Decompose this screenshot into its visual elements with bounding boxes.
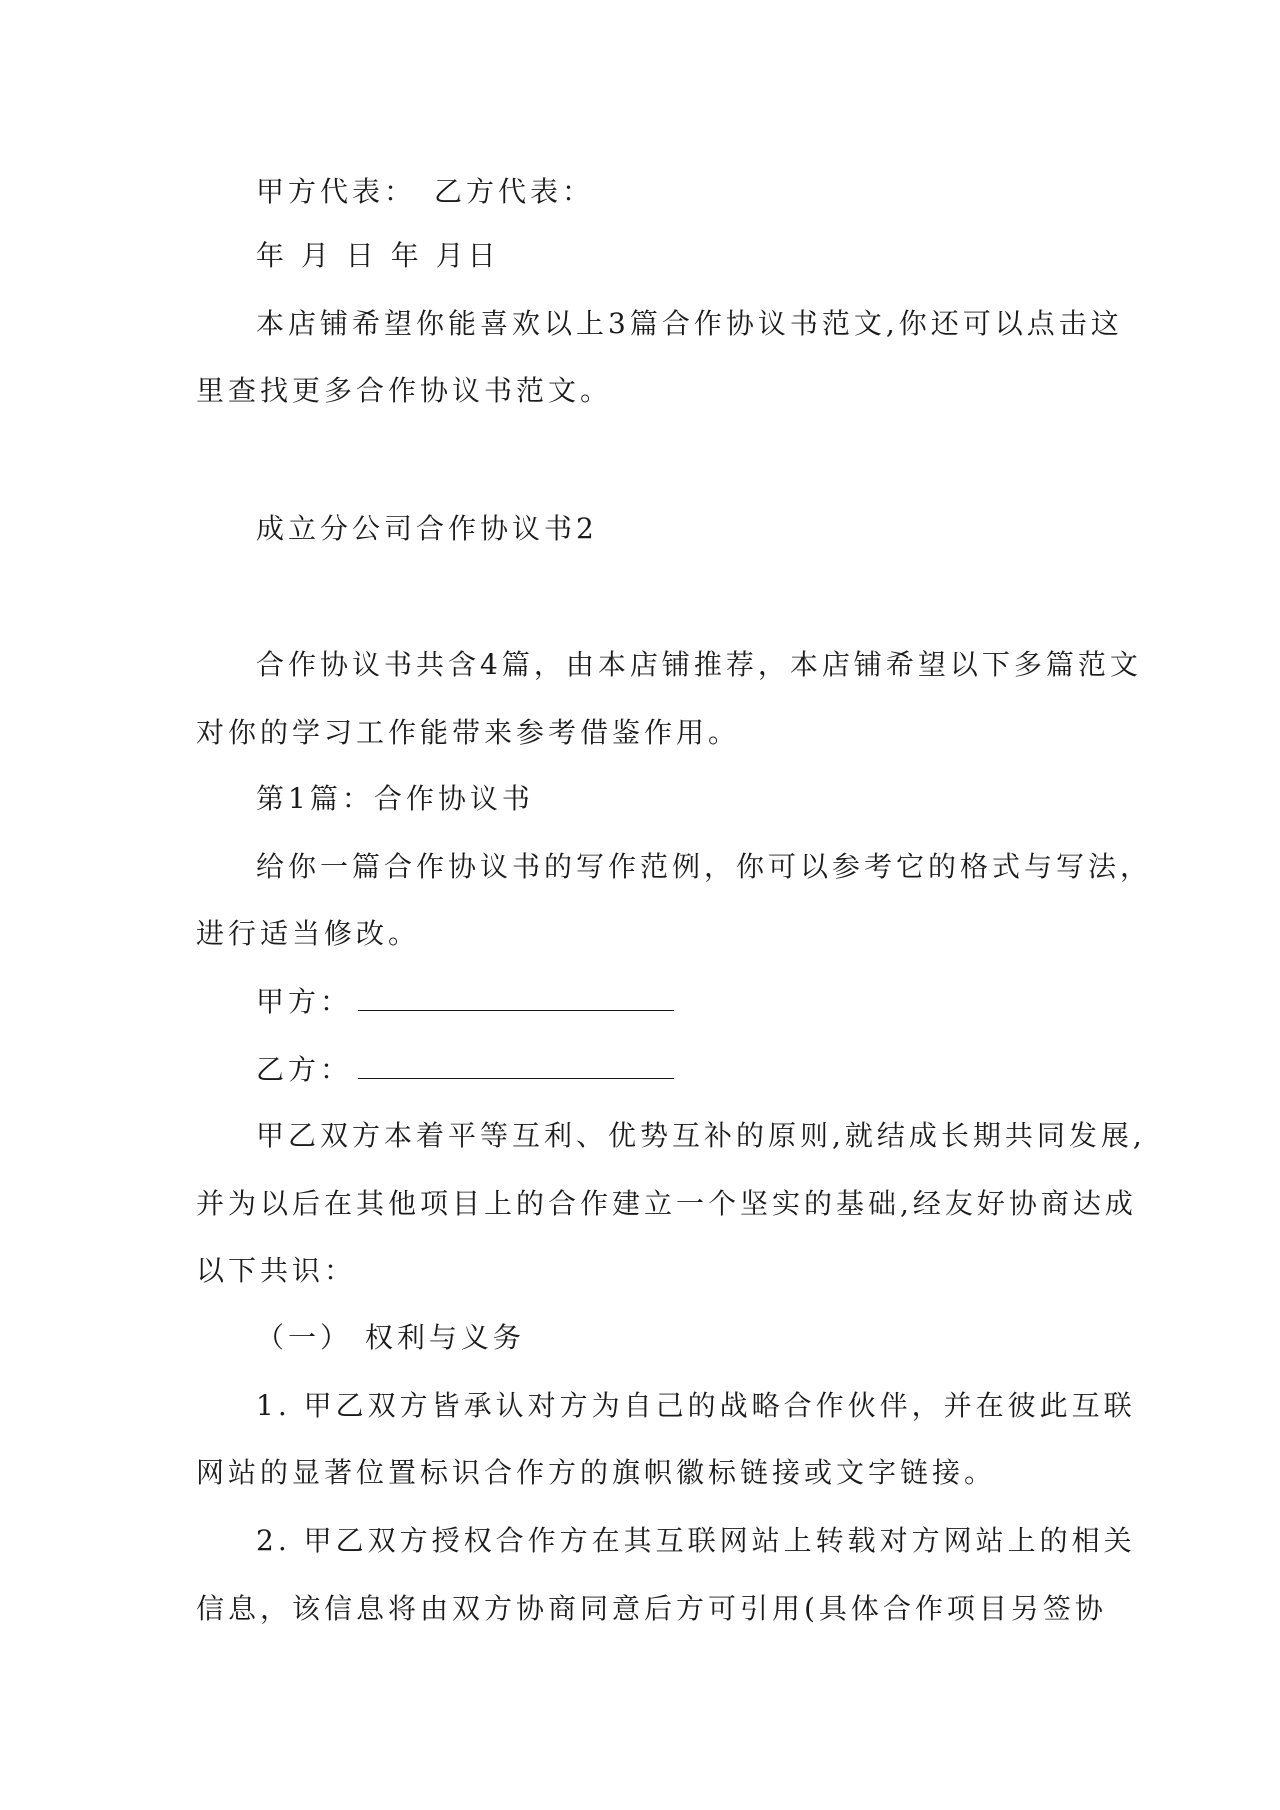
party-a-blank	[358, 980, 674, 1011]
example-para-line-2: 进行适当修改。	[196, 917, 421, 950]
party-b-label: 乙方：	[256, 1053, 353, 1086]
principle-para-line-1: 甲乙双方本着平等互利、优势互补的原则,就结成长期共同发展,	[256, 1119, 1146, 1152]
clause-heading: （一） 权利与义务	[256, 1321, 525, 1354]
signature-line	[256, 172, 1156, 212]
party-b-blank	[358, 1048, 674, 1079]
article-heading: 第1篇：合作协议书	[256, 782, 534, 815]
principle-para-line-3: 以下共识：	[196, 1254, 357, 1287]
intro-para-line-1: 本店铺希望你能喜欢以上3篇合作协议书范文,你还可以点击这	[256, 307, 1123, 340]
party-a-field	[256, 980, 1156, 1022]
party-a-label: 甲方：	[256, 985, 353, 1018]
party-b-field	[256, 1048, 1156, 1090]
section-title: 成立分公司合作协议书2	[256, 512, 598, 545]
item2-line-1: 2. 甲乙双方授权合作方在其互联网站上转载对方网站上的相关	[256, 1524, 1136, 1557]
item1-line-1: 1. 甲乙双方皆承认对方为自己的战略合作伙伴，并在彼此互联	[256, 1389, 1136, 1422]
intro-para-line-2: 里查找更多合作协议书范文。	[196, 374, 613, 407]
party-b-rep-label: 乙方代表：	[434, 175, 595, 208]
principle-para-line-2: 并为以后在其他项目上的合作建立一个坚实的基础,经友好协商达成	[196, 1187, 1137, 1220]
item2-line-2: 信息，该信息将由双方协商同意后方可引用(具体合作项目另签协	[196, 1592, 1107, 1625]
item1-line-2: 网站的显著位置标识合作方的旗帜徽标链接或文字链接。	[196, 1456, 997, 1489]
party-a-rep-label: 甲方代表：	[256, 175, 417, 208]
example-para-line-1: 给你一篇合作协议书的写作范例，你可以参考它的格式与写法，	[256, 850, 1153, 883]
summary-para-line-1: 合作协议书共含4篇，由本店铺推荐，本店铺希望以下多篇范文	[256, 648, 1142, 681]
date-line: 年 月 日 年 月日	[256, 239, 500, 272]
summary-para-line-2: 对你的学习工作能带来参考借鉴作用。	[196, 716, 741, 749]
